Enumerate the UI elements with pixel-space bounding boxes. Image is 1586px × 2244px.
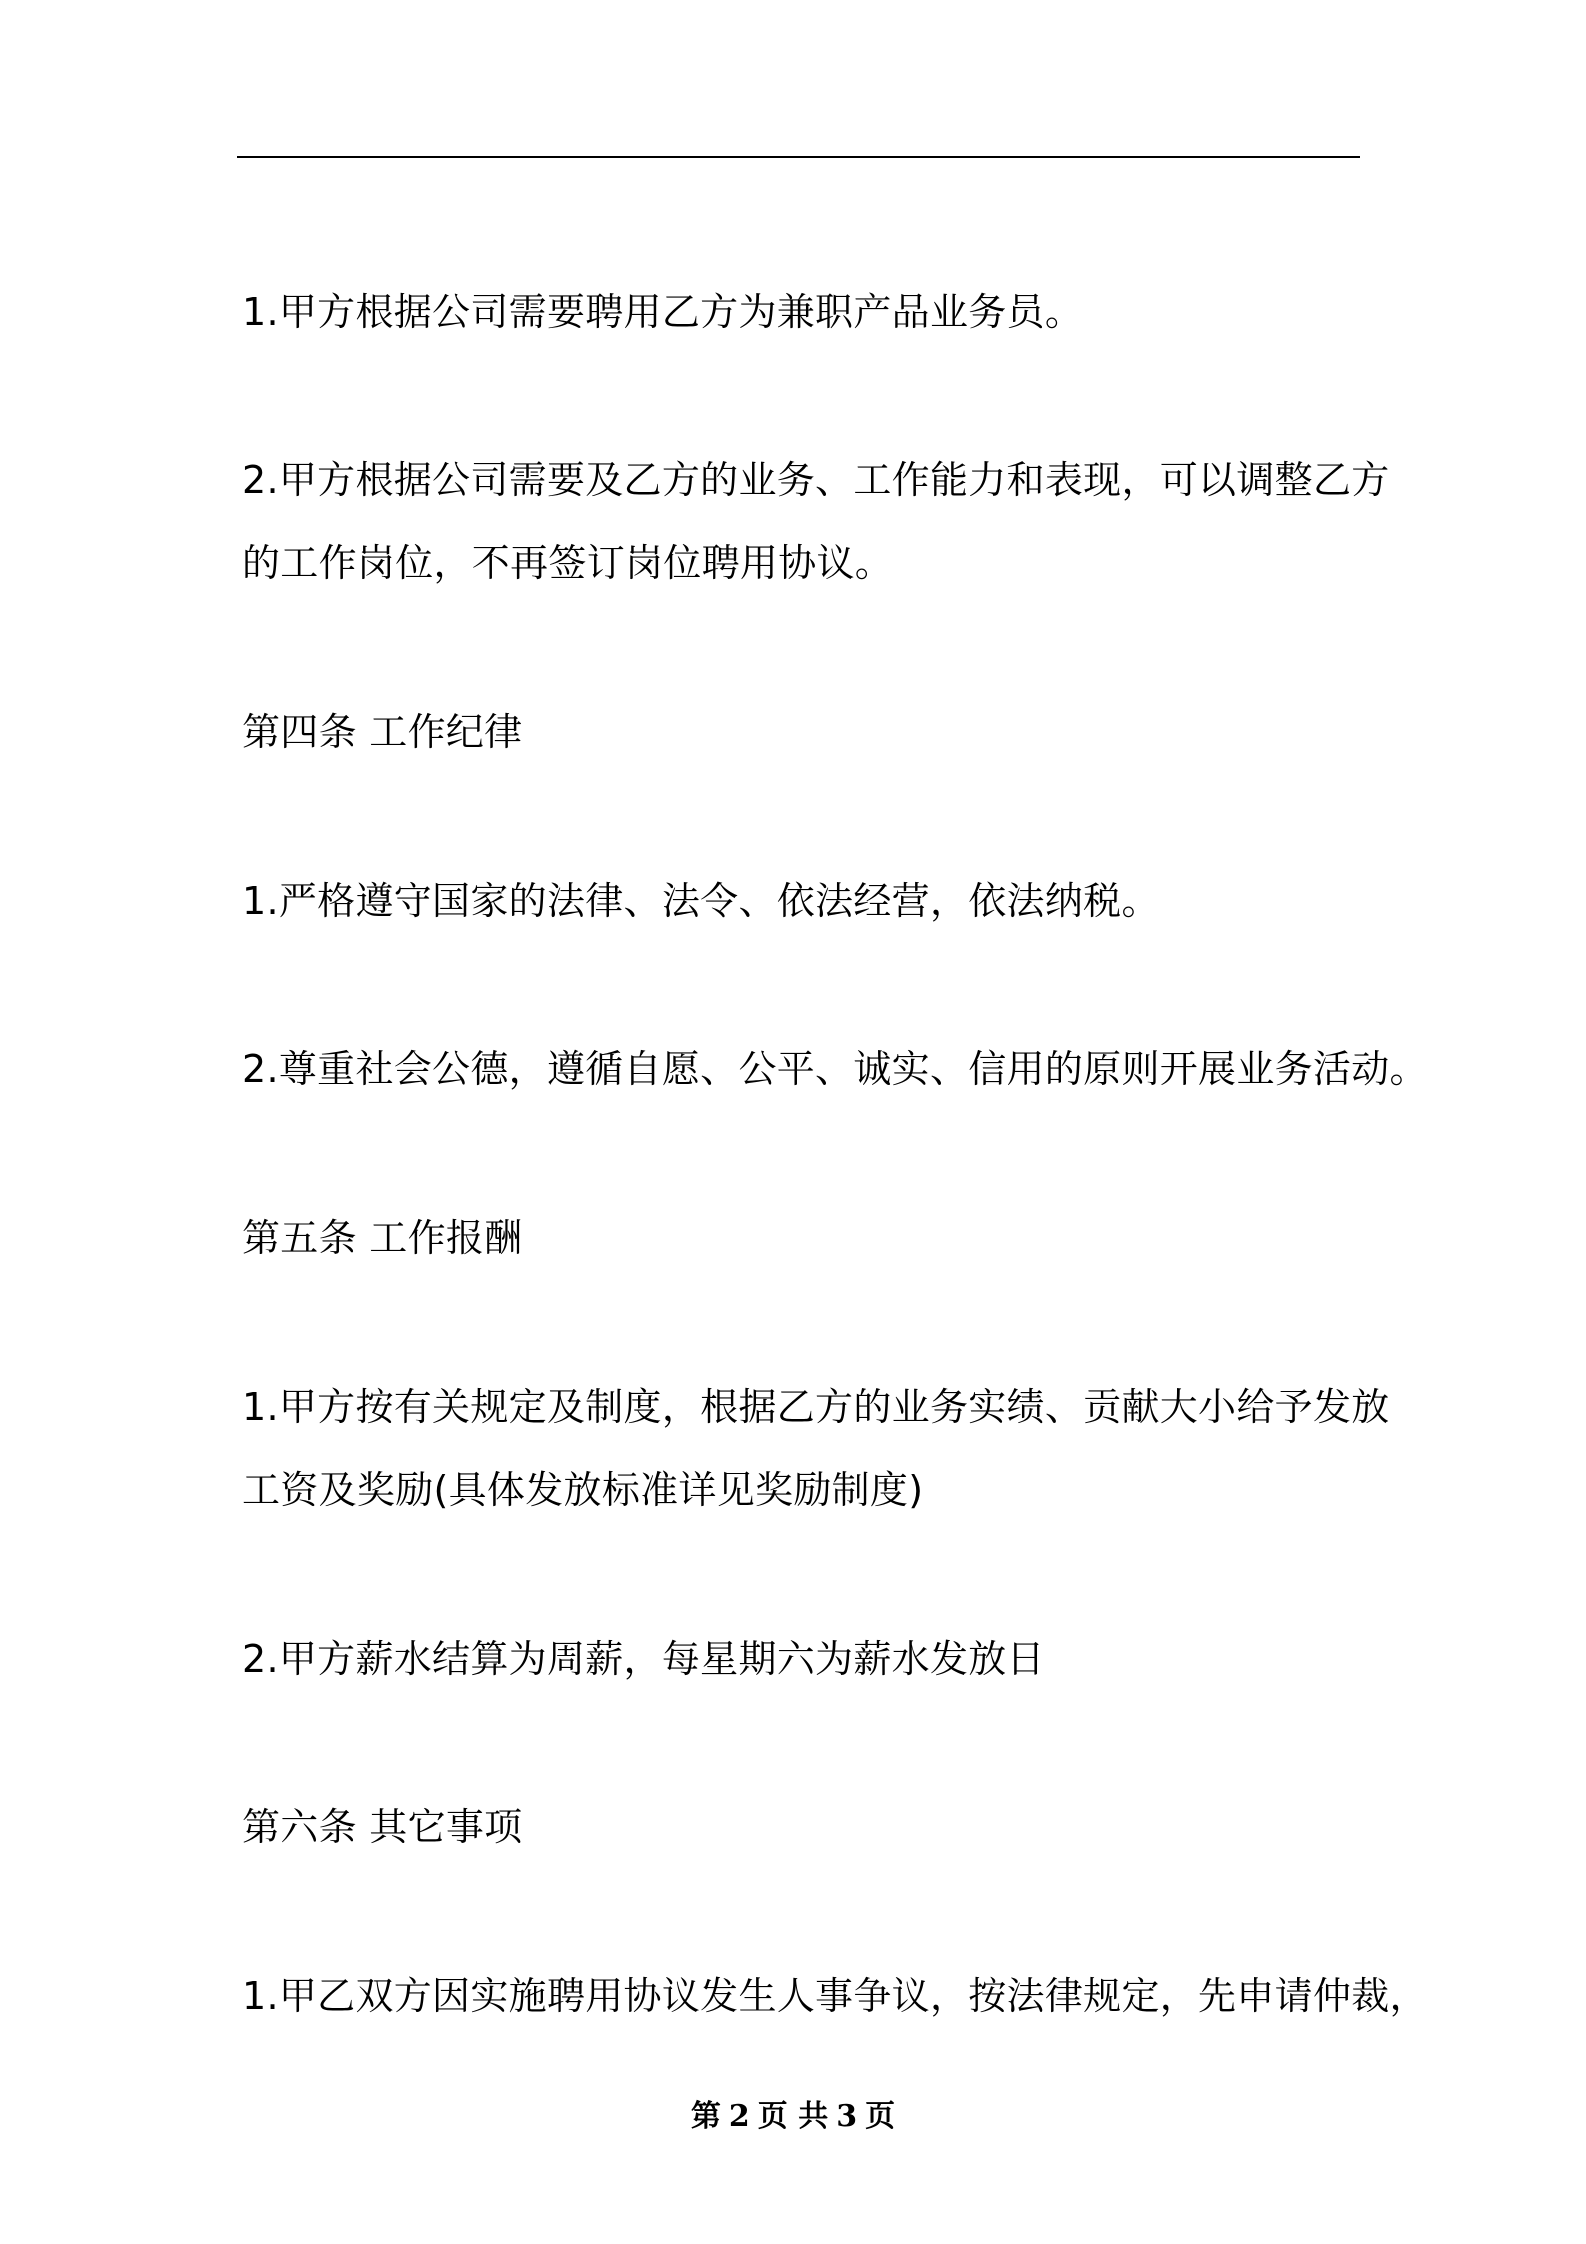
total-page-number: 3: [836, 2099, 858, 2134]
clause-3-item-2-line-2: 的工作岗位，不再签订岗位聘用协议。: [242, 541, 894, 585]
current-page-number: 2: [728, 2099, 750, 2134]
clause-3-item-1: 1.甲方根据公司需要聘用乙方为兼职产品业务员。: [242, 290, 1084, 334]
clause-5-item-1-line-1: 1.甲方按有关规定及制度，根据乙方的业务实绩、贡献大小给予发放: [242, 1385, 1390, 1429]
clause-5-heading: 第五条 工作报酬: [242, 1216, 523, 1260]
clause-6-item-1: 1.甲乙双方因实施聘用协议发生人事争议，按法律规定，先申请仲裁，: [242, 1974, 1428, 2018]
header-divider: [237, 156, 1360, 158]
page-footer: [0, 2097, 1586, 2137]
clause-6-heading: 第六条 其它事项: [242, 1805, 523, 1849]
clause-5-item-1-line-2: 工资及奖励(具体发放标准详见奖励制度): [242, 1468, 924, 1512]
clause-5-item-2: 2.甲方薪水结算为周薪，每星期六为薪水发放日: [242, 1637, 1045, 1681]
page-number-prefix: 第: [690, 2099, 721, 2134]
page-number-middle: 页 共: [757, 2099, 829, 2134]
clause-4-item-2: 2.尊重社会公德，遵循自愿、公平、诚实、信用的原则开展业务活动。: [242, 1047, 1428, 1091]
clause-4-item-1: 1.严格遵守国家的法律、法令、依法经营，依法纳税。: [242, 879, 1160, 923]
clause-3-item-2-line-1: 2.甲方根据公司需要及乙方的业务、工作能力和表现，可以调整乙方: [242, 458, 1390, 502]
page-number-suffix: 页: [865, 2099, 896, 2134]
clause-4-heading: 第四条 工作纪律: [242, 710, 523, 754]
